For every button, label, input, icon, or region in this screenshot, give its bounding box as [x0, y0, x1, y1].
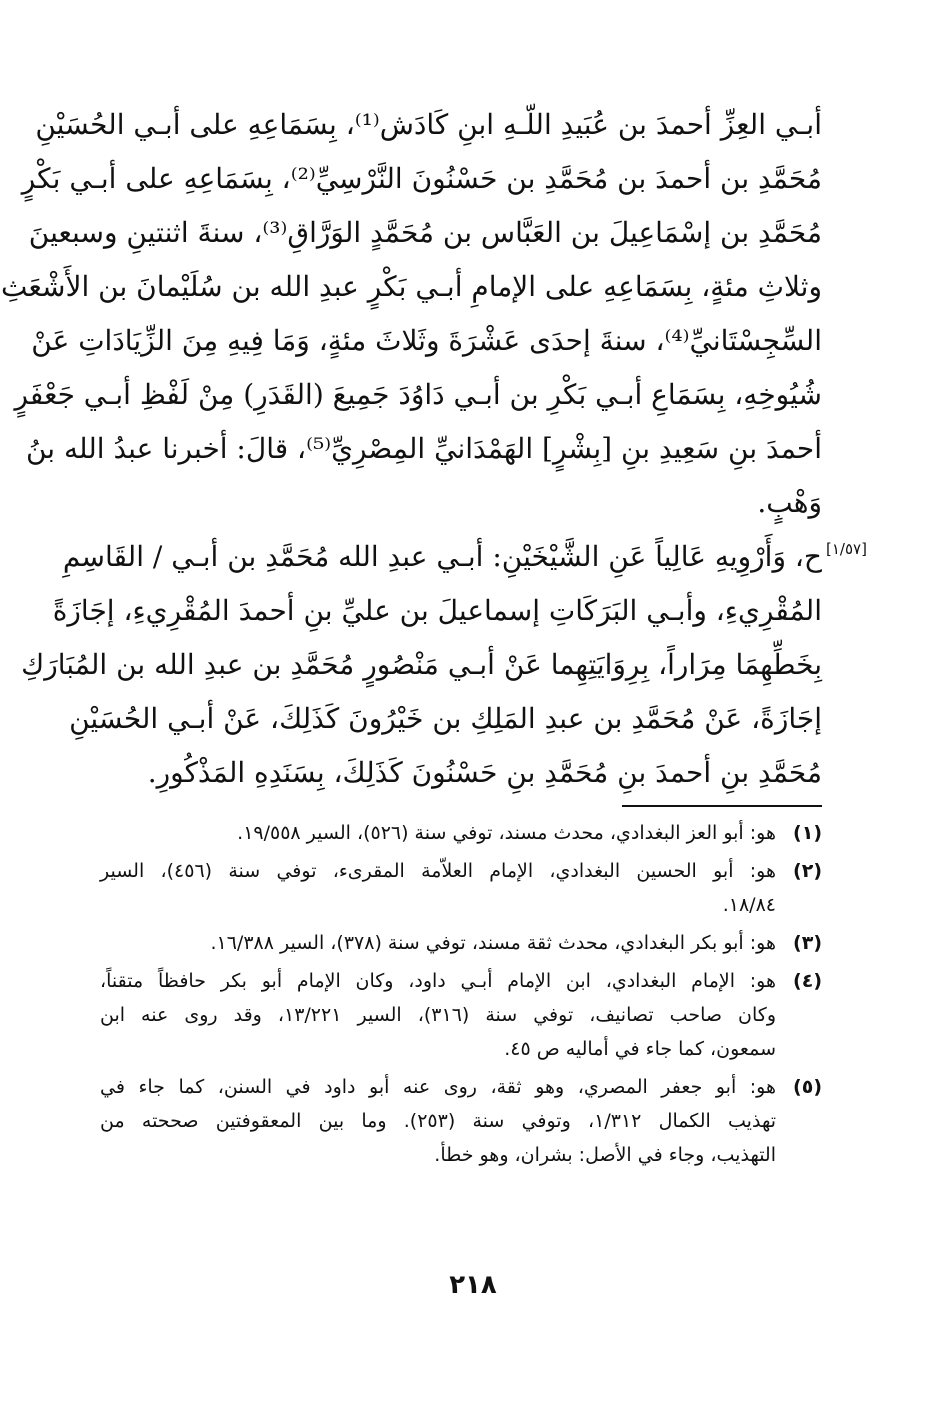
text-line: مُحَمَّدِ بن إسْمَاعِيلَ بن العَبَّاس بن مُحَمَّدٍ الوَرَّاقِ⁽³⁾، سنةَ اثنتينِ وسبعينَ	[28, 216, 822, 249]
text-line: شُيُوخِهِ، بِسَمَاعِ أبـي بَكْرِ بن أبـي دَاوُدَ جَمِيعَ (القَدَرِ) مِنْ لَفْظِ أبـي جَعْفَرٍ	[14, 378, 822, 411]
paragraph-1	[1, 98, 822, 530]
text-line: مُحَمَّدِ بنِ أحمدَ بنِ مُحَمَّدِ بنِ حَسْنُونَ كَذَلِكَ، بِسَنَدِهِ المَذْكُورِ.	[147, 756, 822, 789]
footnote-number: (١)	[793, 822, 822, 844]
footnote-number: (٢)	[793, 860, 822, 882]
footnote-separator	[622, 805, 822, 807]
footnote-line: هو: أبو الحسين البغدادي، الإمام العلاّمة المقرىء، توفي سنة (٤٥٦)، السير	[100, 860, 776, 882]
paragraph-2	[21, 530, 822, 800]
margin-page-reference: [١/٥٧]	[826, 540, 867, 558]
footnote-line: هو: أبو جعفر المصري، وهو ثقة، روى عنه أبو داود في السنن، كما جاء في	[100, 1076, 776, 1098]
text-line: ح، وَأَرْوِيهِ عَالِياً عَنِ الشَّيْخَيْنِ: أبـي عبدِ الله مُحَمَّدِ بن أبـي / القَاسِمِ	[62, 540, 822, 573]
text-line: وَهْبٍ.	[757, 486, 822, 519]
text-line: وثلاثِ مئةٍ، بِسَمَاعِهِ على الإمامِ أبـي بَكْرٍ عبدِ الله بن سُلَيْمانَ بن الأَشْعَثِ	[1, 270, 822, 303]
text-line: إجَازَةً، عَنْ مُحَمَّدِ بن عبدِ المَلِكِ بن خَيْرُونَ كَذَلِكَ، عَنْ أبـي الحُسَيْنِ	[69, 702, 822, 735]
footnote-number: (٤)	[793, 970, 822, 992]
footnote-4	[100, 964, 822, 1066]
footnote-line: ١٨/٨٤.	[722, 894, 776, 916]
page-number: ٢١٨	[449, 1270, 497, 1300]
footnote-number: (٥)	[793, 1076, 822, 1098]
text-line: المُقْرِيءِ، وأبـي البَرَكَاتِ إسماعيلَ بن عليِّ بنِ أحمدَ المُقْرِيءِ، إجَازَةً	[52, 594, 822, 627]
footnote-line: سمعون، كما جاء في أماليه ص ٤٥.	[504, 1038, 776, 1060]
footnote-line: التهذيب، وجاء في الأصل: بشران، وهو خطأ.	[434, 1144, 776, 1166]
footnote-line: هو: أبو بكر البغدادي، محدث ثقة مسند، توفي سنة (٣٧٨)، السير ١٦/٣٨٨.	[210, 932, 776, 954]
footnote-number: (٣)	[793, 932, 822, 954]
footnote-line: هو: الإمام البغدادي، ابن الإمام أبـي داود، وكان الإمام أبو بكر حافظاً متقناً،	[100, 970, 776, 992]
footnote-1	[100, 816, 822, 850]
footnote-5	[100, 1070, 822, 1172]
footnote-3	[100, 926, 822, 960]
footnote-2	[100, 854, 822, 922]
footnote-line: تهذيب الكمال ١/٣١٢، وتوفي سنة (٢٥٣). وما بين المعقوفتين صححته من	[100, 1110, 776, 1132]
footnote-line: وكان صاحب تصانيف، توفي سنة (٣١٦)، السير ١٣/٢٢١، وقد روى عنه ابن	[100, 1004, 776, 1026]
text-line: أبـي العِزِّ أحمدَ بن عُبَيدِ اللّـهِ ابنِ كَادَش⁽¹⁾، بِسَمَاعِهِ على أبـي الحُسَيْنِ	[35, 108, 822, 141]
text-line: مُحَمَّدِ بن أحمدَ بن مُحَمَّدِ بن حَسْنُونَ النَّرْسِيِّ⁽²⁾، بِسَمَاعِهِ على أبـي بَكْرٍ	[21, 162, 822, 195]
footnotes	[100, 816, 822, 1176]
text-line: بِخَطِّهِمَا مِرَاراً، بِرِوَايَتِهِما عَنْ أبـي مَنْصُورٍ مُحَمَّدِ بن عبدِ الله بن المُبَارَكِ	[21, 648, 822, 681]
text-line: أحمدَ بنِ سَعِيدِ بنِ [بِشْرٍ] الهَمْدَانيِّ المِصْرِيِّ⁽⁵⁾، قالَ: أخبرنا عبدُ الله بنُ	[25, 432, 822, 465]
footnote-line: هو: أبو العز البغدادي، محدث مسند، توفي سنة (٥٢٦)، السير ١٩/٥٥٨.	[237, 822, 776, 844]
text-line: السِّجِسْتَانيِّ⁽⁴⁾، سنةَ إحدَى عَشْرَةَ وثَلاثَ مئةٍ، وَمَا فِيهِ مِنَ الزِّيَادَاتِ عَنْ	[31, 324, 822, 357]
